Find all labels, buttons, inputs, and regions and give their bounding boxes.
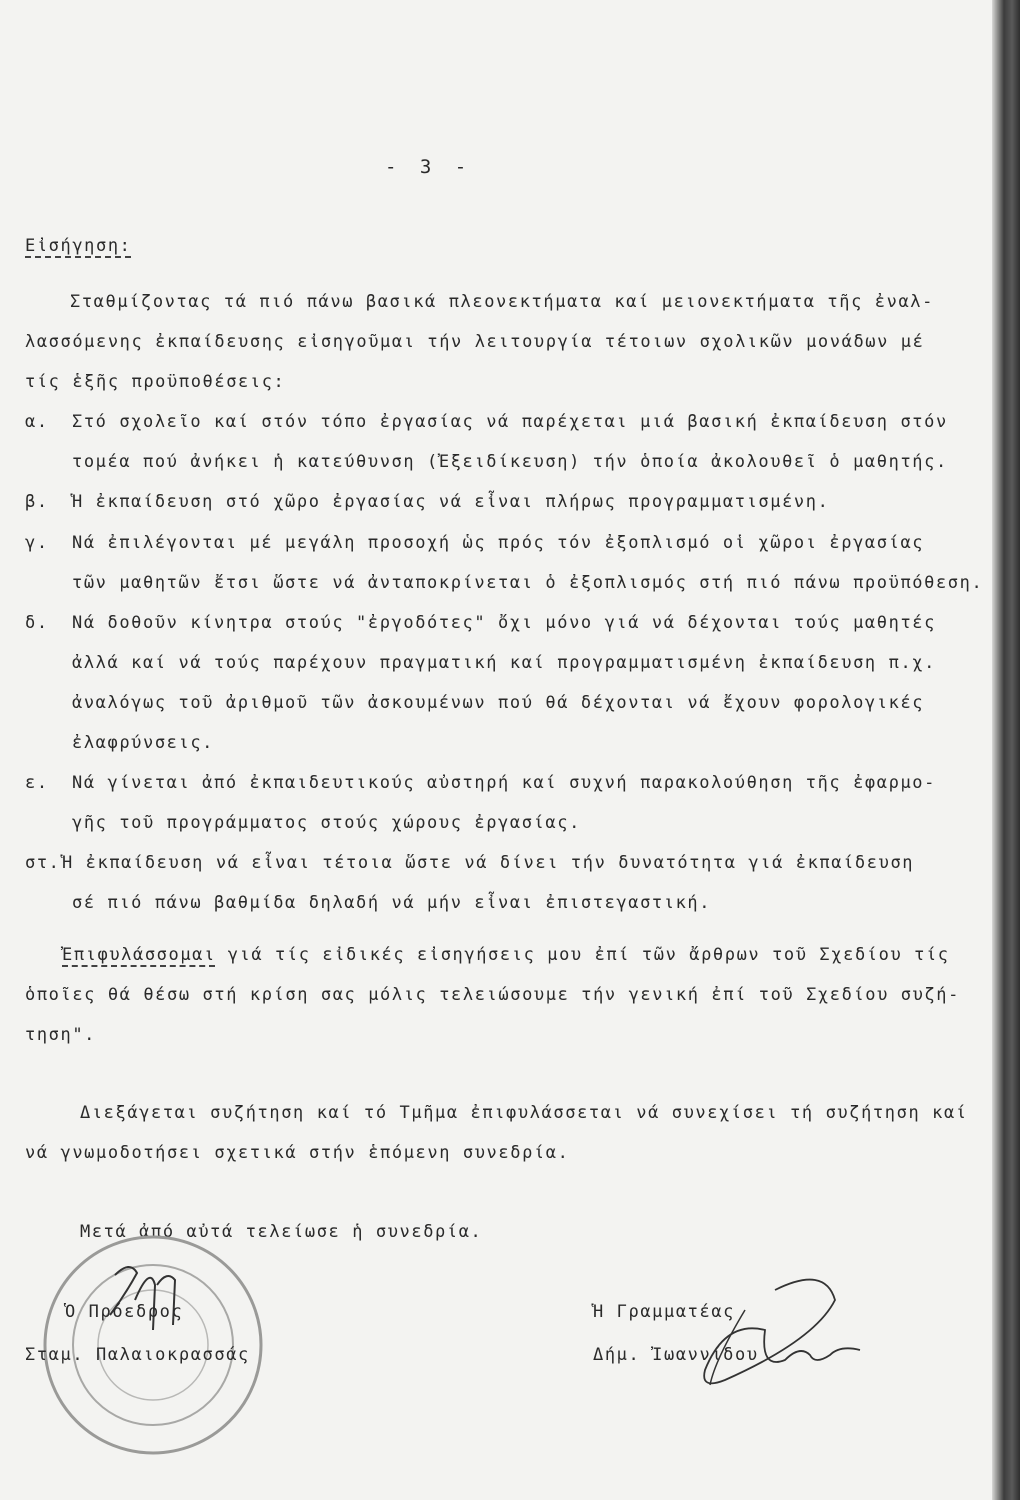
binding-edge [992, 0, 1020, 1500]
list-item-line: Νά ἐπιλέγονται μέ μεγάλη προσοχή ὡς πρός τόν ἐξοπλισμό οἱ χῶροι ἐργασίας [72, 533, 925, 553]
discussion-line: Διεξάγεται συζήτηση καί τό Τμῆμα ἐπιφυλάσσεται νά συνεχίσει τή συζήτηση καί [80, 1103, 968, 1123]
reservation-keyword: Ἐπιφυλάσσομαι [62, 945, 216, 965]
paragraph-line: λασσόμενης ἐκπαίδευσης εἰσηγοῦμαι τήν λειτουργία τέτοιων σχολικῶν μονάδων μέ [25, 332, 925, 352]
list-marker: β. [25, 492, 49, 512]
list-item-line: Νά γίνεται ἀπό ἐκπαιδευτικούς αὐστηρή καί συχνή παρακολούθηση τῆς ἐφαρμο- [72, 773, 936, 793]
list-item-line: Νά δοθοῦν κίνητρα στούς "ἐργοδότες" ὄχι μόνο γιά νά δέχονται τούς μαθητές [72, 613, 936, 633]
list-marker: α. [25, 412, 49, 432]
list-item-line: ἀναλόγως τοῦ ἀριθμοῦ τῶν ἀσκουμένων πού θά δέχονται νά ἔχουν φορολογικές [72, 693, 925, 713]
secretary-name: Δήμ. Ἰωαννίδου [593, 1345, 759, 1365]
reservation-line: ὁποῖες θά θέσω στή κρίση σας μόλις τελειώσουμε τήν γενική ἐπί τοῦ Σχεδίου συζή- [25, 985, 960, 1005]
closing-line: Μετά ἀπό αὐτά τελείωσε ἡ συνεδρία. [80, 1222, 483, 1242]
paragraph-line: τίς ἑξῆς προϋποθέσεις: [25, 372, 286, 392]
president-name: Σταμ. Παλαιοκρασσάς [25, 1345, 250, 1365]
list-item-line: γῆς τοῦ προγράμματος στούς χώρους ἐργασίας. [72, 813, 581, 833]
list-marker: ε. [25, 773, 49, 793]
reservation-line: τηση". [25, 1025, 97, 1045]
list-item-line: Ἡ ἐκπαίδευση στό χῶρο ἐργασίας νά εἶναι πλήρως προγραμματισμένη. [72, 492, 830, 512]
list-item-line: Ἡ ἐκπαίδευση νά εἶναι τέτοια ὥστε νά δίνει τήν δυνατότητα γιά ἐκπαίδευση [62, 853, 915, 873]
section-heading: Εἰσήγηση: [25, 236, 132, 256]
list-item-line: τομέα πού ἀνήκει ἡ κατεύθυνση (Ἐξειδίκευση) τήν ὁποία ἀκολουθεῖ ὁ μαθητής. [72, 452, 948, 472]
page-number: - 3 - [385, 156, 473, 178]
list-marker: στ. [25, 853, 61, 873]
secretary-signature-icon [685, 1270, 875, 1400]
paragraph-line: Σταθμίζοντας τά πιό πάνω βασικά πλεονεκτήματα καί μειονεκτήματα τῆς ἐναλ- [70, 292, 934, 312]
discussion-line: νά γνωμοδοτήσει σχετικά στήν ἑπόμενη συνεδρία. [25, 1143, 570, 1163]
reservation-rest: γιά τίς εἰδικές εἰσηγήσεις μου ἐπί τῶν ἄρθρων τοῦ Σχεδίου τίς [215, 945, 950, 965]
reservation-line [62, 945, 950, 965]
president-role: Ὁ Πρόεδρος [65, 1302, 184, 1322]
list-item-line: ἀλλά καί νά τούς παρέχουν πραγματική καί προγραμματισμένη ἐκπαίδευση π.χ. [72, 653, 936, 673]
list-item-line: Στό σχολεῖο καί στόν τόπο ἐργασίας νά παρέχεται μιά βασική ἐκπαίδευση στόν [72, 412, 948, 432]
list-item-line: σέ πιό πάνω βαθμίδα δηλαδή νά μήν εἶναι ἐπιστεγαστική. [72, 893, 712, 913]
list-item-line: τῶν μαθητῶν ἔτσι ὥστε νά ἀνταποκρίνεται ὁ ἐξοπλισμός στή πιό πάνω προϋπόθεση. [72, 573, 984, 593]
list-item-line: ἐλαφρύνσεις. [72, 733, 215, 753]
list-marker: γ. [25, 533, 49, 553]
list-marker: δ. [25, 613, 49, 633]
president-signature-icon [95, 1255, 205, 1345]
secretary-role: Ἡ Γραμματέας [593, 1302, 736, 1322]
